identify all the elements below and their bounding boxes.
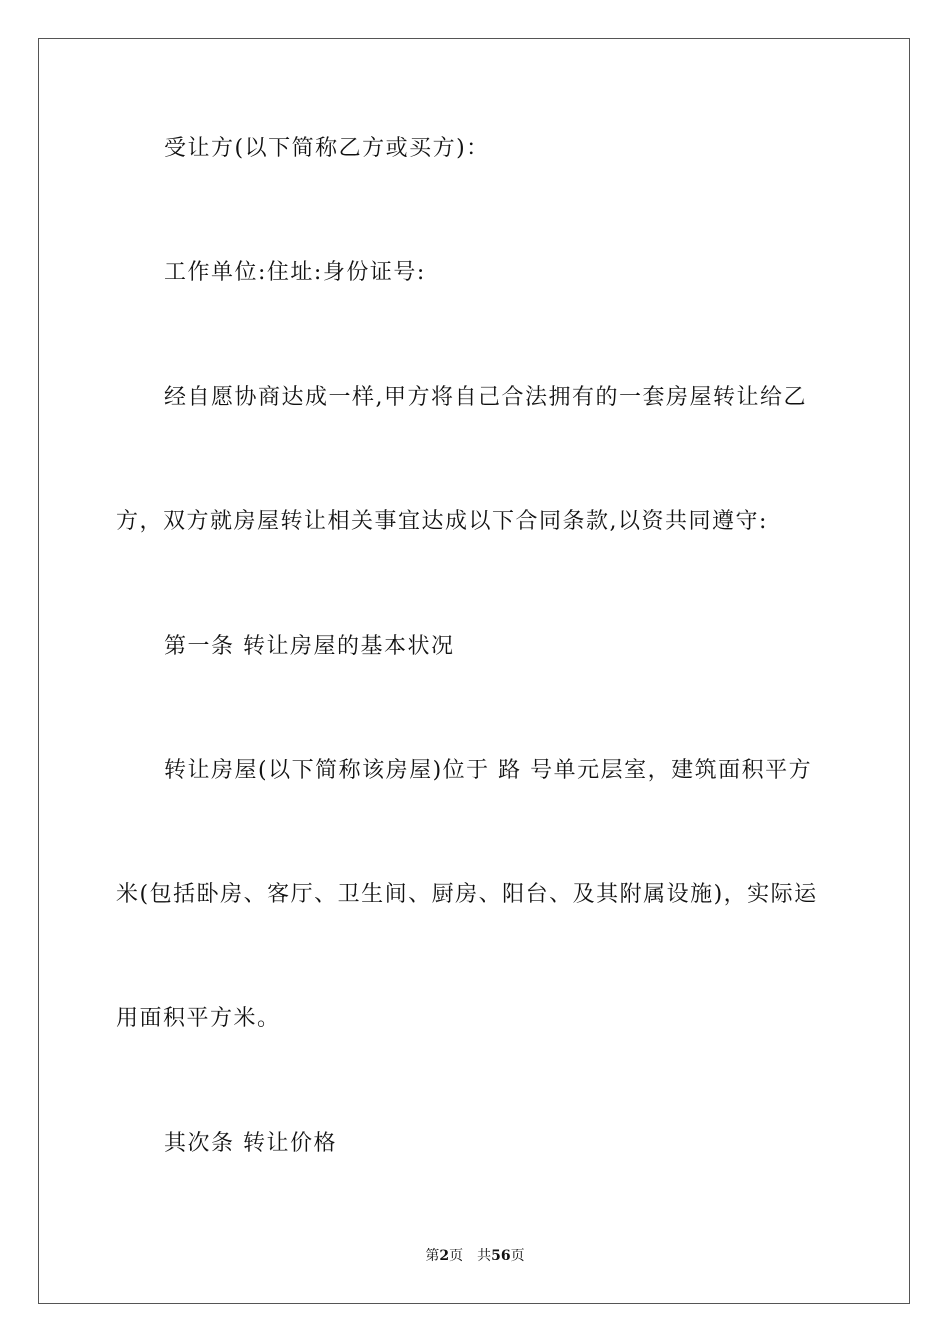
article-2-heading: 其次条 转让价格: [164, 1131, 337, 1156]
paragraph-house-line-3: 用面积平方米。: [116, 1006, 281, 1031]
page-frame: [38, 38, 910, 1304]
paragraph-agreement-line-1: 经自愿协商达成一样,甲方将自己合法拥有的一套房屋转让给乙: [164, 385, 807, 410]
paragraph-house-line-2: 米(包括卧房、客厅、卫生间、厨房、阳台、及其附属设施)，实际运: [116, 882, 818, 907]
total-prefix: 共: [477, 1248, 492, 1264]
paragraph-house-line-1: 转让房屋(以下简称该房屋)位于 路 号单元层室，建筑面积平方: [164, 758, 813, 783]
page-suffix: 页: [449, 1248, 464, 1264]
paragraph-work-info: 工作单位:住址:身份证号:: [164, 260, 426, 285]
paragraph-buyer: 受让方(以下简称乙方或买方)：: [164, 136, 490, 161]
total-suffix: 页: [510, 1248, 525, 1264]
total-pages: 56: [491, 1248, 511, 1264]
paragraph-agreement-line-2: 方，双方就房屋转让相关事宜达成以下合同条款,以资共同遵守:: [116, 509, 768, 534]
page-prefix: 第: [425, 1248, 440, 1264]
page-number: 2: [439, 1248, 450, 1264]
article-1-heading: 第一条 转让房屋的基本状况: [164, 634, 455, 659]
page-footer: [0, 1246, 950, 1266]
